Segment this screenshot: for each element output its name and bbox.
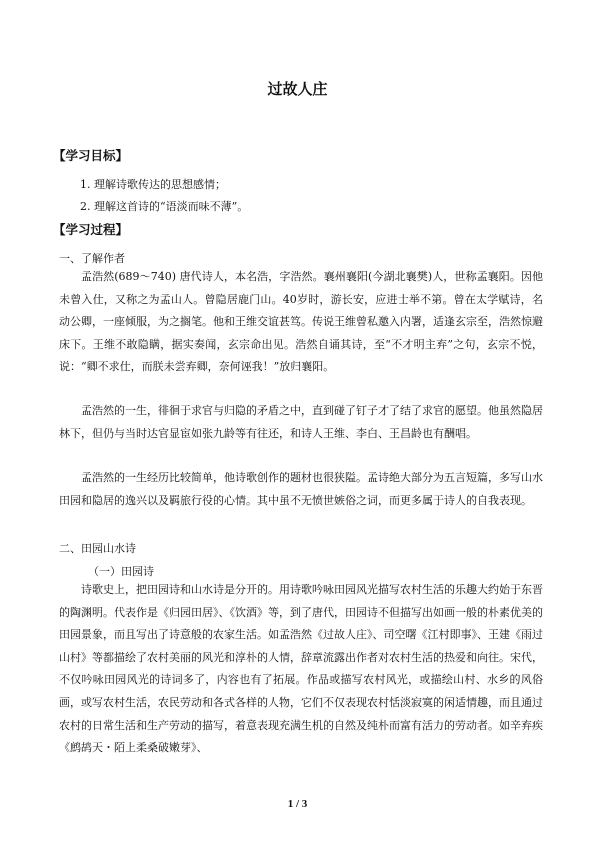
part1-heading: 一、了解作者 <box>59 252 125 265</box>
process-heading: 【学习过程】 <box>53 222 129 237</box>
part2-heading: 二、田园山水诗 <box>59 542 136 555</box>
goal-item-1: 1. 理解诗歌传达的思想感情； <box>80 178 226 191</box>
goals-heading: 【学习目标】 <box>53 148 129 163</box>
goal-item-2: 2. 理解这首诗的“语淡而味不薄”。 <box>80 200 249 213</box>
author-paragraph-1: 孟浩然(689～740) 唐代诗人，本名浩，字浩然。襄州襄阳(今湖北襄樊)人，世称孟襄阳。因他未曾入仕，又称之为孟山人。曾隐居鹿门山。40岁时，游长安，应进士举不第。曾在太学赋诗，名动公卿，一座倾服，为之搁笔。他和王维交谊甚笃。传说王维曾私邀入内署，适逢玄宗至，浩然惊避床下。王维不敢隐瞒，据实奏闻，玄宗命出见。浩然自诵其诗，至“不才明主弃”之句，玄宗不悦，说：“卿不求仕，而朕未尝弃卿，奈何诬我！”放归襄阳。 <box>59 270 543 374</box>
part2-subheading: （一）田园诗 <box>88 565 154 578</box>
author-paragraph-2: 孟浩然的一生，徘徊于求官与归隐的矛盾之中，直到碰了钉子才了结了求官的愿望。他虽然隐居林下，但仍与当时达官显宦如张九龄等有往还，和诗人王维、李白、王昌龄也有酬唱。 <box>59 404 543 440</box>
idyll-paragraph: 诗歌史上，把田园诗和山水诗是分开的。用诗歌吟咏田园风光描写农村生活的乐趣大约始于东晋的陶渊明。代表作是《归园田居》、《饮酒》等，到了唐代，田园诗不但描写出如画一般的朴素优美的田园景象，而且写出了诗意般的农家生活。如孟浩然《过故人庄》、司空曙《江村即事》、王建《雨过山村》等都描绘了农村美丽的风光和淳朴的人情，辞章流露出作者对农村生活的热爱和向往。宋代，不仅吟咏田园风光的诗词多了，内容也有了拓展。作品或描写农村风光，或描绘山村、水乡的风俗画，或写农村生活，农民劳动和各式各样的人物，它们不仅表现农村恬淡寂寞的闲适情趣，而且通过农村的日常生活和生产劳动的描写，着意表现充满生机的自然及纯朴而富有活力的劳动者。如辛弃疾《鹧鸪天・陌上柔桑破嫩芽》、 <box>59 583 543 755</box>
page-number: 1 / 3 <box>287 798 308 810</box>
document-title: 过故人庄 <box>267 80 328 98</box>
author-paragraph-3: 孟浩然的一生经历比较简单，他诗歌创作的题材也很狭隘。孟诗绝大部分为五言短篇，多写山水田园和隐居的逸兴以及羁旅行役的心情。其中虽不无愤世嫉俗之词，而更多属于诗人的自我表现。 <box>59 471 543 507</box>
